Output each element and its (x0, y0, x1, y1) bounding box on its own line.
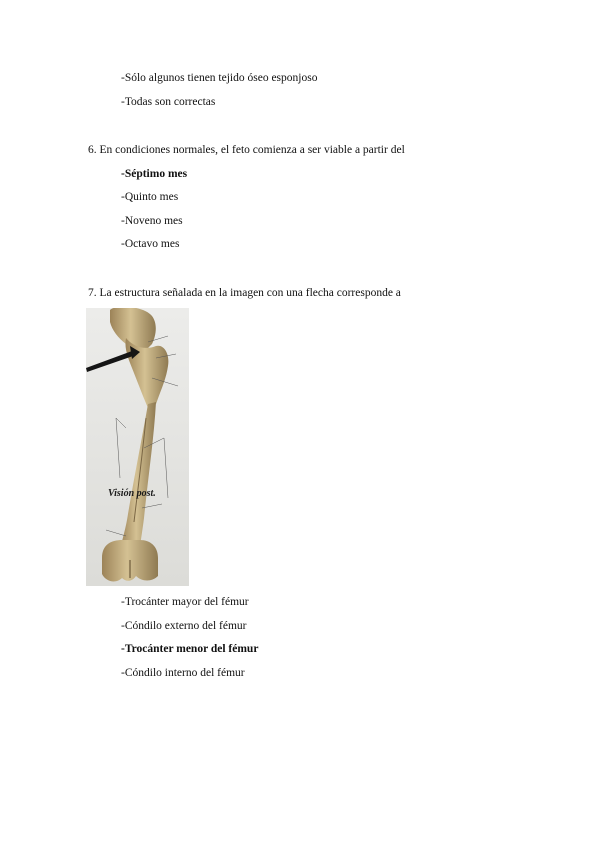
question-7: 7. La estructura señalada en la imagen con una flecha corresponde a (88, 287, 401, 299)
q7-option-4: -Cóndilo interno del fémur (121, 667, 245, 679)
q7-option-2: -Cóndilo externo del fémur (121, 620, 247, 632)
femur-illustration (86, 308, 189, 586)
femur-figure (86, 308, 189, 586)
question-6: 6. En condiciones normales, el feto comienza a ser viable a partir del (88, 144, 405, 156)
figure-caption: Visión post. (108, 488, 156, 499)
q6-option-3: -Noveno mes (121, 215, 183, 227)
q7-option-3: -Trocánter menor del fémur (121, 643, 259, 655)
prev-option-1: -Sólo algunos tienen tejido óseo esponjoso (121, 72, 318, 84)
q6-option-4: -Octavo mes (121, 238, 180, 250)
prev-option-2: -Todas son correctas (121, 96, 216, 108)
q6-option-1: -Séptimo mes (121, 168, 188, 180)
q7-option-1: -Trocánter mayor del fémur (121, 596, 249, 608)
q6-option-2: -Quinto mes (121, 191, 179, 203)
